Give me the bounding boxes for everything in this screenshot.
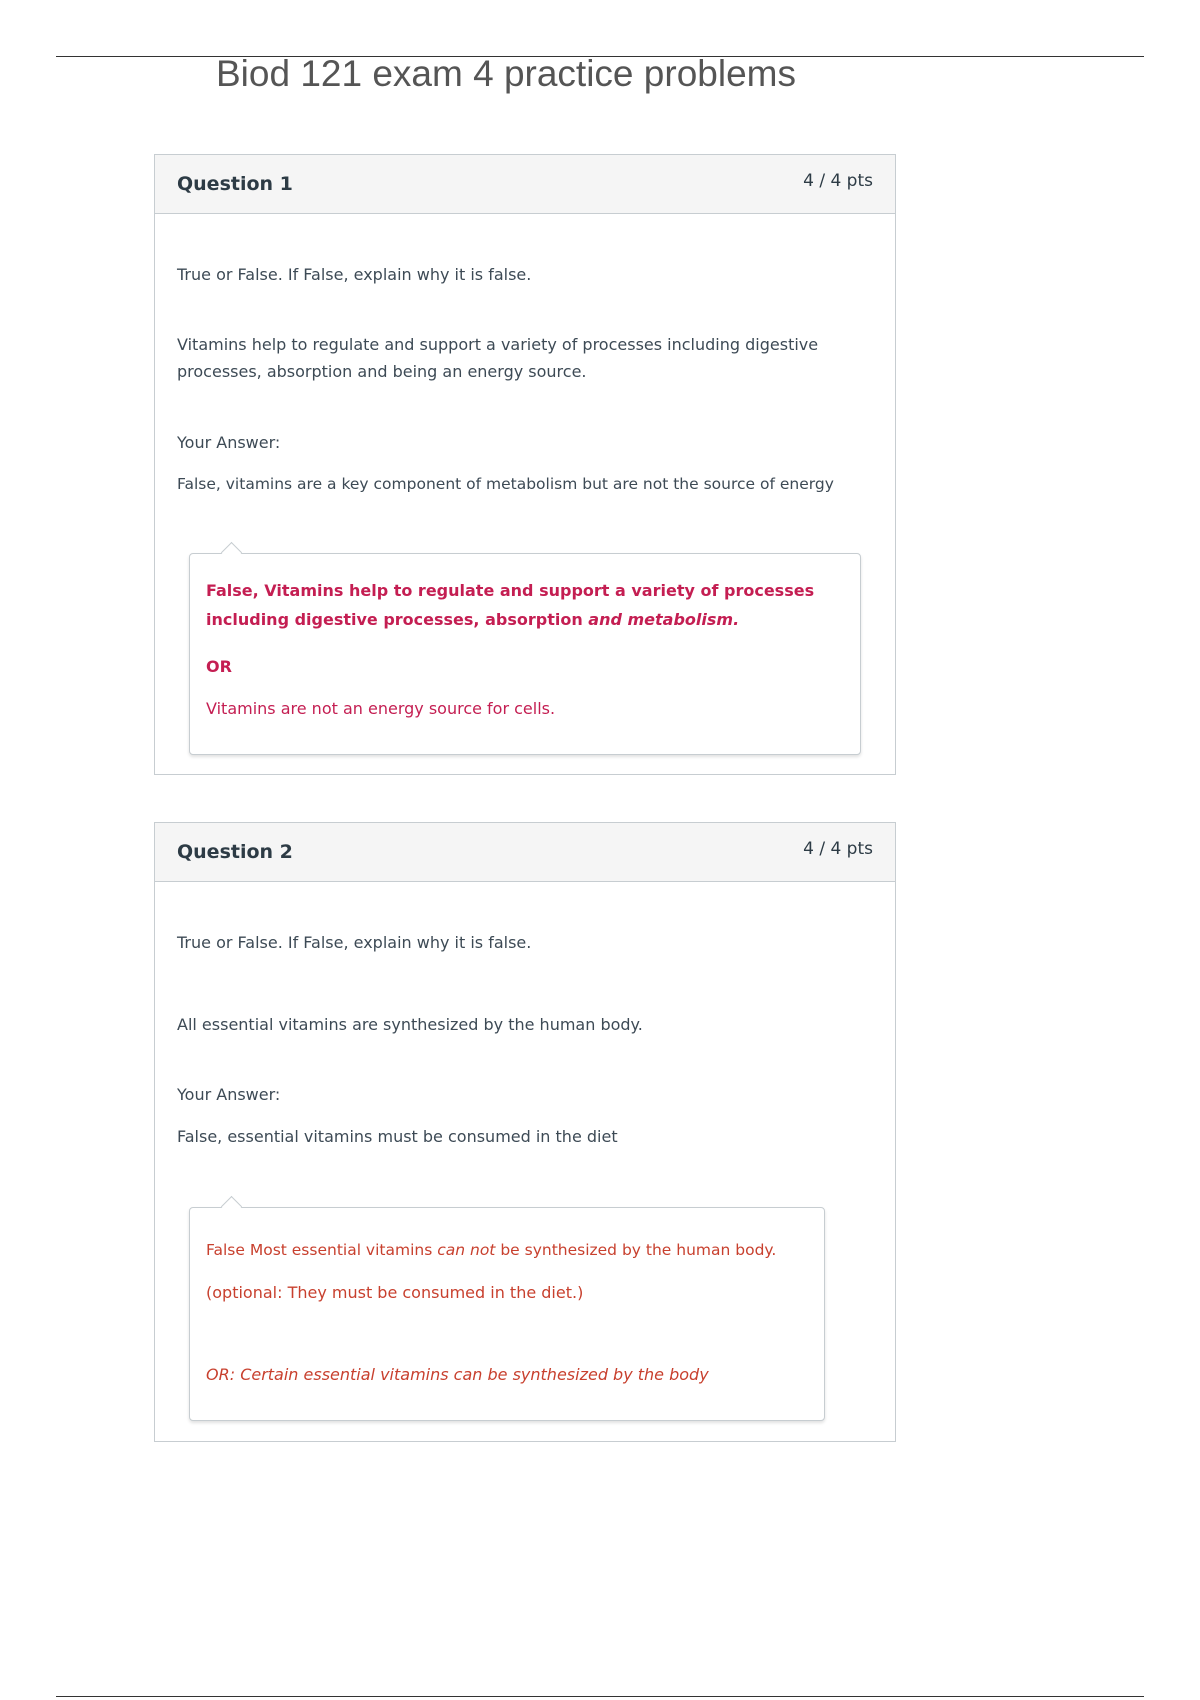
question-prompt: True or False. If False, explain why it is false. [177, 933, 532, 952]
feedback-box [189, 1207, 825, 1421]
question-card [154, 154, 896, 775]
feedback-line [206, 576, 846, 634]
feedback-or: OR [206, 657, 232, 676]
question-points: 4 / 4 pts [803, 171, 873, 191]
answer-label: Your Answer: [177, 1085, 281, 1104]
question-header [155, 823, 895, 882]
question-prompt: True or False. If False, explain why it is false. [177, 265, 532, 284]
question-card [154, 822, 896, 1442]
answer-text: False, essential vitamins must be consumed in the diet [177, 1127, 618, 1146]
question-points: 4 / 4 pts [803, 839, 873, 859]
answer-text: False, vitamins are a key component of metabolism but are not the source of energy [177, 475, 834, 493]
feedback-alternative: OR: Certain essential vitamins can be synthesized by the body [206, 1365, 709, 1384]
question-statement: Vitamins help to regulate and support a variety of processes including digestive processes, absorption and being an energy source. [177, 335, 819, 381]
feedback-text: False, Vitamins help to regulate and support a variety of processes including digestive processes, absorption [206, 581, 815, 629]
question-header [155, 155, 895, 214]
bottom-rule [56, 1696, 1144, 1697]
feedback-emphasis: can not [437, 1241, 496, 1259]
answer-label: Your Answer: [177, 433, 281, 452]
feedback-alternative: Vitamins are not an energy source for cells. [206, 699, 556, 718]
feedback-box [189, 553, 861, 755]
question-title: Question 2 [177, 841, 293, 863]
question-statement: All essential vitamins are synthesized by the human body. [177, 1015, 643, 1034]
question-title: Question 1 [177, 173, 293, 195]
feedback-line [206, 1236, 816, 1265]
feedback-text: False Most essential vitamins [206, 1241, 438, 1259]
feedback-optional: (optional: They must be consumed in the diet.) [206, 1283, 584, 1302]
feedback-emphasis: and metabolism. [588, 610, 740, 629]
feedback-text: be synthesized by the human body. [495, 1241, 777, 1259]
document-title: Biod 121 exam 4 practice problems [216, 53, 796, 94]
